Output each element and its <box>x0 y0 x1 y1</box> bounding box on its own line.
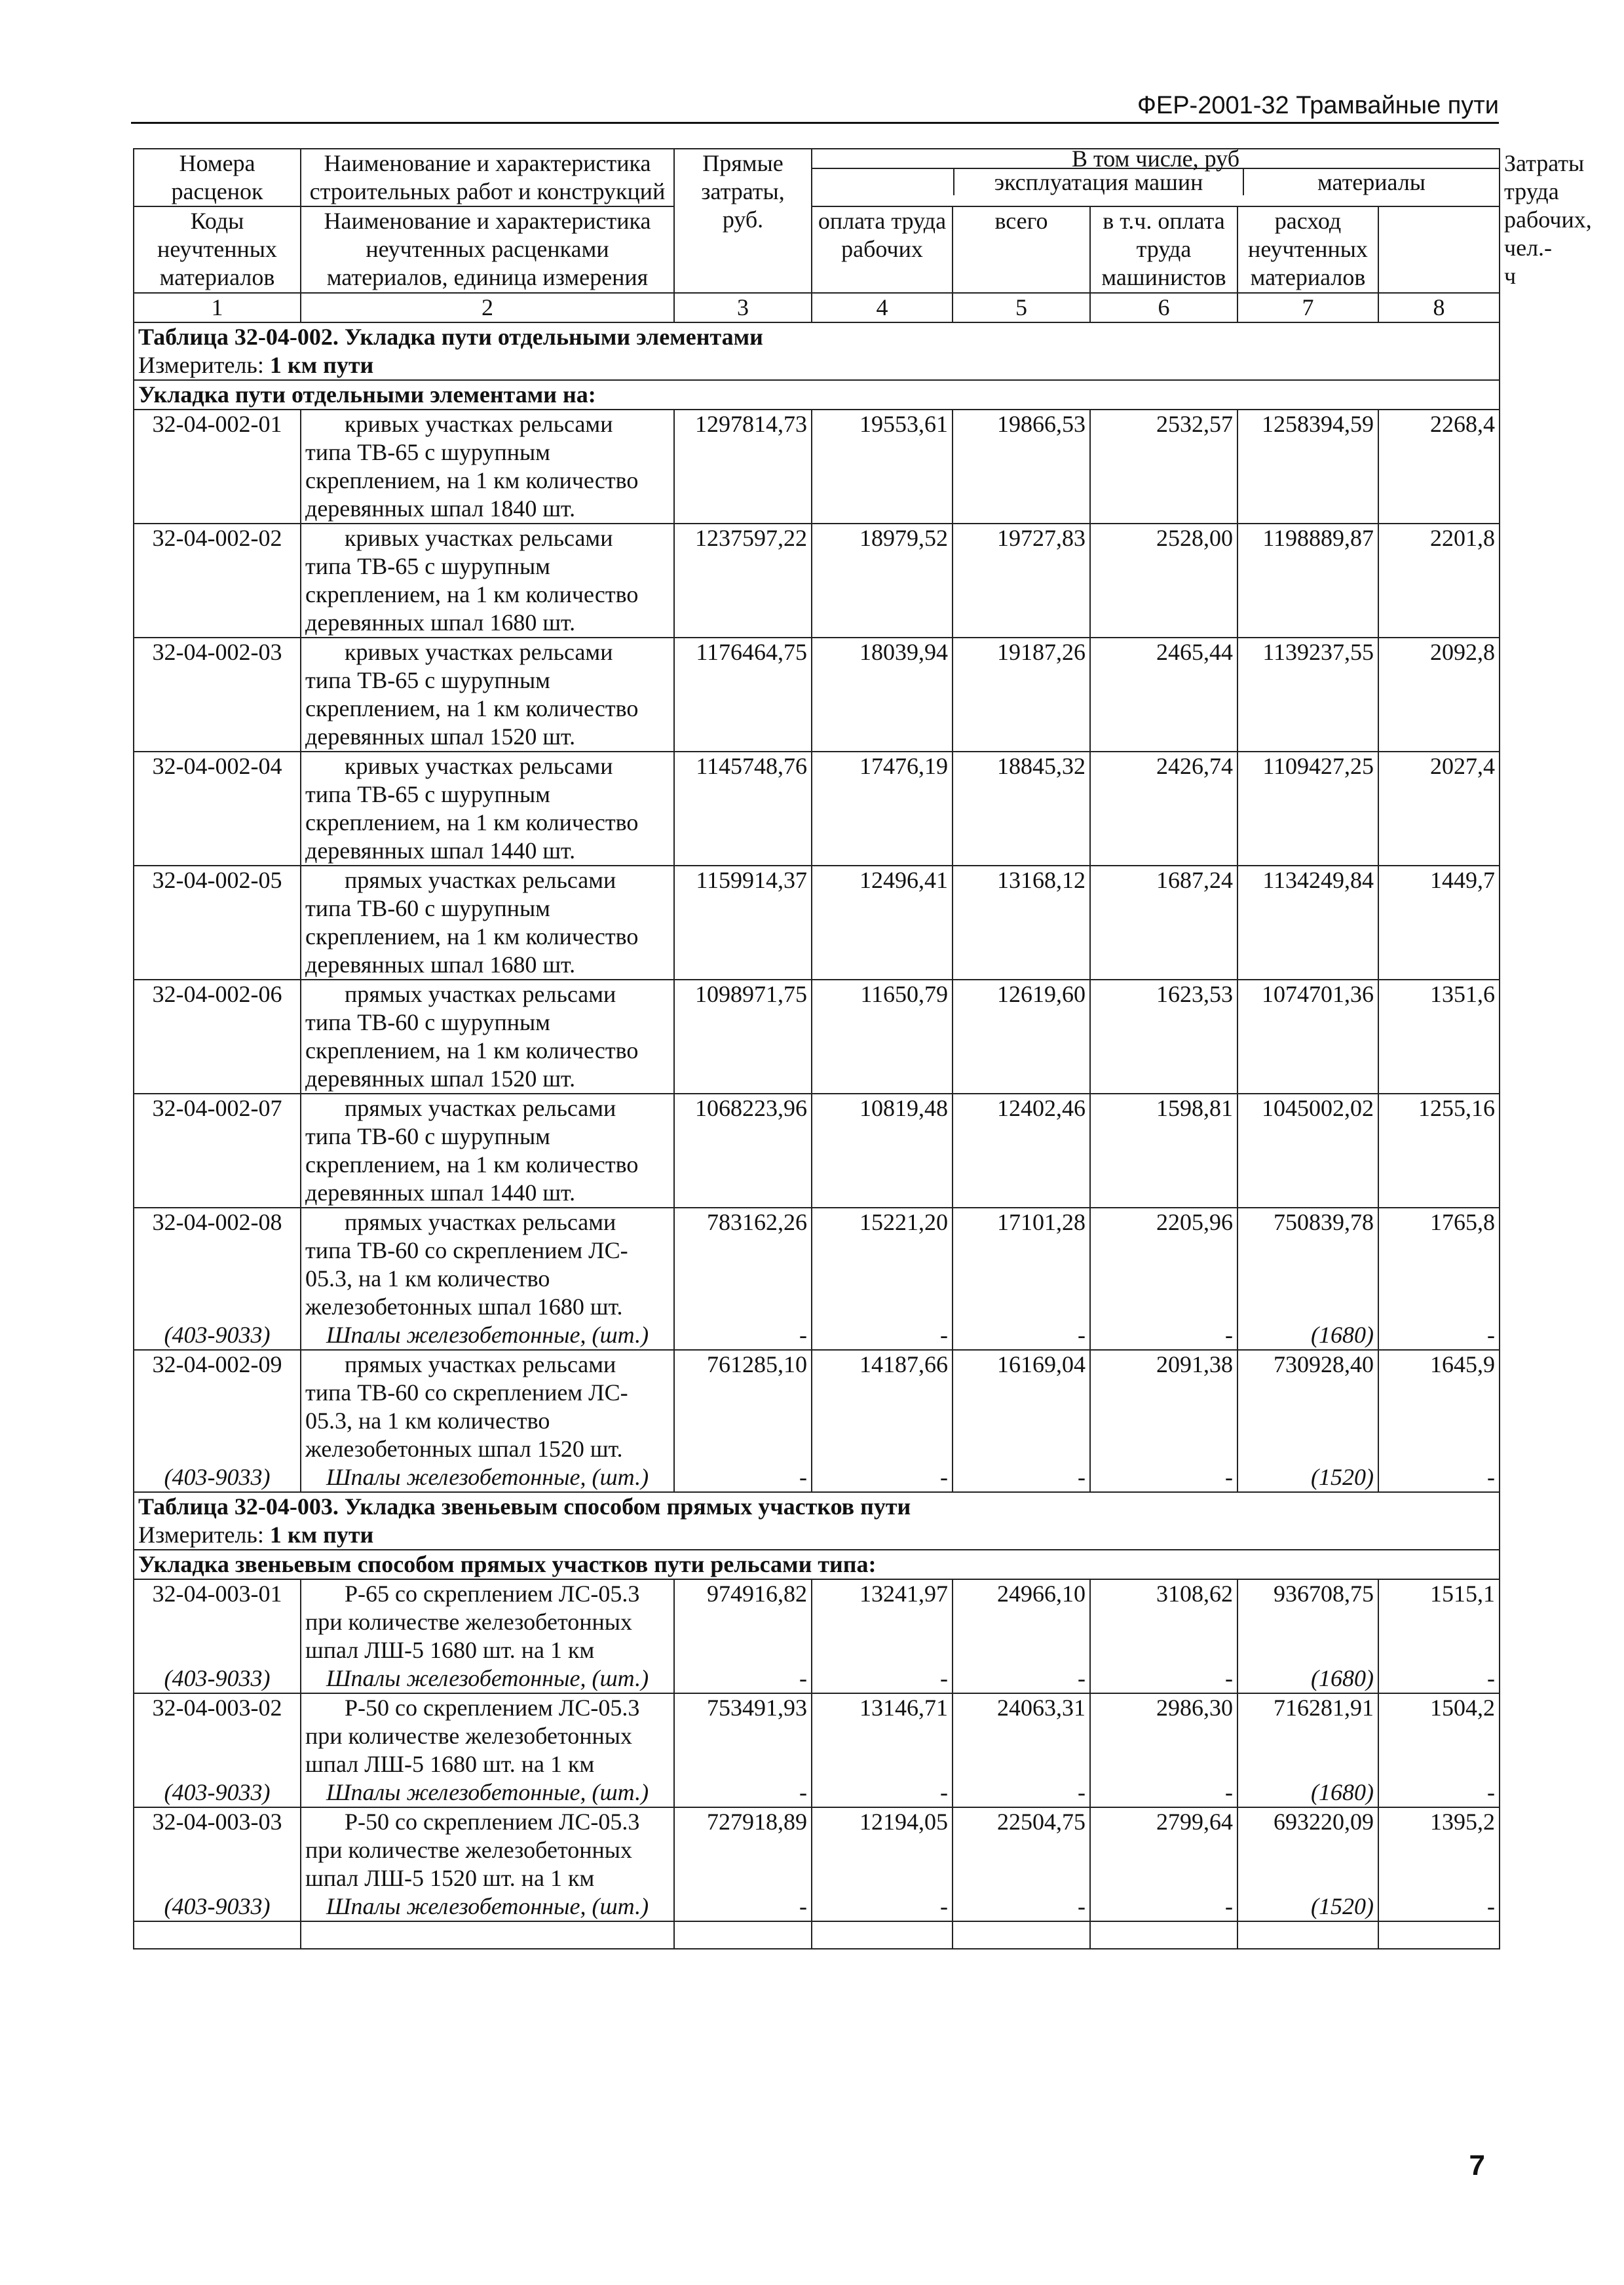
description-line: скреплением, на 1 км количество <box>305 809 639 835</box>
material-direct: - <box>674 1892 812 1921</box>
material-row <box>134 1892 1500 1921</box>
description-line: скреплением, на 1 км количество <box>305 581 639 607</box>
material-mach: - <box>953 1664 1090 1693</box>
empty-cell <box>1378 1921 1500 1949</box>
column-number: 5 <box>953 293 1090 322</box>
meter-row <box>134 351 1500 380</box>
machines-total: 19187,26 <box>953 638 1090 752</box>
direct-cost: 1098971,75 <box>674 980 812 1094</box>
running-head: ФЕР-2001-32 Трамвайные пути <box>131 92 1499 124</box>
material-mach-labor: - <box>1090 1892 1237 1921</box>
description-line: типа ТВ-60 с шурупным <box>305 1123 550 1149</box>
description-line: скреплением, на 1 км количество <box>305 1037 639 1064</box>
material-row <box>134 1664 1500 1693</box>
machines-total: 12619,60 <box>953 980 1090 1094</box>
material-code: (403-9033) <box>134 1778 301 1807</box>
description-line: 05.3, на 1 км количество <box>305 1408 550 1434</box>
price-row <box>134 1094 1500 1208</box>
column-number: 8 <box>1378 293 1500 322</box>
table-title-row <box>134 322 1500 351</box>
description-line: типа ТВ-60 со скреплением ЛС- <box>305 1379 628 1406</box>
header-col1-top: Номера расценок <box>134 149 301 206</box>
material-direct: - <box>674 1463 812 1492</box>
rate-code: 32-04-002-04 <box>134 752 301 866</box>
description-line: деревянных шпал 1440 шт. <box>305 837 576 864</box>
work-description <box>301 1807 674 1892</box>
labor-pay: 11650,79 <box>812 980 953 1094</box>
empty-cell <box>812 1921 953 1949</box>
material-labor: - <box>812 1321 953 1350</box>
materials-cost: 750839,78 <box>1237 1208 1378 1321</box>
material-mach-labor: - <box>1090 1321 1237 1350</box>
labor-hours: 1395,2 <box>1378 1807 1500 1892</box>
materials-cost: 1045002,02 <box>1237 1094 1378 1208</box>
labor-hours: 1765,8 <box>1378 1208 1500 1321</box>
material-mach-labor: - <box>1090 1664 1237 1693</box>
labor-pay: 10819,48 <box>812 1094 953 1208</box>
labor-hours: 2201,8 <box>1378 524 1500 638</box>
rate-code: 32-04-002-08 <box>134 1208 301 1321</box>
description-line: деревянных шпал 1520 шт. <box>305 1066 576 1092</box>
machines-total: 17101,28 <box>953 1208 1090 1321</box>
work-description <box>301 1693 674 1778</box>
price-row <box>134 1807 1500 1892</box>
material-code: (403-9033) <box>134 1664 301 1693</box>
header-materials-sub: расход неучтенных материалов <box>1237 206 1378 293</box>
rate-code: 32-04-003-03 <box>134 1807 301 1892</box>
direct-cost: 1145748,76 <box>674 752 812 866</box>
labor-pay: 17476,19 <box>812 752 953 866</box>
material-name: Шпалы железобетонные, (шт.) <box>301 1892 674 1921</box>
material-hours: - <box>1378 1321 1500 1350</box>
meter <box>134 1521 1500 1550</box>
price-table <box>133 145 1592 1949</box>
description-line: кривых участках рельсами <box>345 753 613 779</box>
page-number: 7 <box>1469 2149 1485 2181</box>
header-in-total-label: В том числе, руб <box>812 149 1499 169</box>
work-description <box>301 1579 674 1664</box>
machines-labor: 1687,24 <box>1090 866 1237 980</box>
work-description <box>301 1208 674 1321</box>
direct-cost: 1297814,73 <box>674 410 812 524</box>
direct-cost: 727918,89 <box>674 1807 812 1892</box>
direct-cost: 783162,26 <box>674 1208 812 1321</box>
direct-cost: 761285,10 <box>674 1350 812 1463</box>
machines-total: 22504,75 <box>953 1807 1090 1892</box>
labor-hours: 1515,1 <box>1378 1579 1500 1664</box>
price-row <box>134 410 1500 524</box>
group-label: Укладка звеньевым способом прямых участков пути рельсами типа: <box>134 1550 1500 1579</box>
price-row <box>134 524 1500 638</box>
description-line: деревянных шпал 1680 шт. <box>305 951 576 978</box>
description-line: деревянных шпал 1440 шт. <box>305 1180 576 1206</box>
material-mach: - <box>953 1778 1090 1807</box>
description-line: скреплением, на 1 км количество <box>305 923 639 950</box>
material-direct: - <box>674 1664 812 1693</box>
description-line: типа ТВ-65 с шурупным <box>305 553 550 579</box>
price-row <box>134 980 1500 1094</box>
work-description <box>301 752 674 866</box>
rate-code: 32-04-003-01 <box>134 1579 301 1664</box>
labor-pay: 12496,41 <box>812 866 953 980</box>
description-line: Р-50 со скреплением ЛС-05.3 <box>345 1809 640 1835</box>
material-labor: - <box>812 1778 953 1807</box>
table-end-spacer <box>134 1921 1500 1949</box>
price-row <box>134 752 1500 866</box>
machines-labor: 3108,62 <box>1090 1579 1237 1664</box>
header-labor-pay: оплата труда рабочих <box>812 206 953 293</box>
header-machines-labor: в т.ч. оплата труда машинистов <box>1090 206 1237 293</box>
column-number: 3 <box>674 293 812 322</box>
material-row <box>134 1321 1500 1350</box>
empty-cell <box>1090 1921 1237 1949</box>
labor-hours: 2027,4 <box>1378 752 1500 866</box>
header-col2-bottom: Наименование и характеристика неучтенных расценками материалов, единица измерения <box>301 206 674 293</box>
header-col1-bottom: Коды неучтенных материалов <box>134 206 301 293</box>
labor-pay: 18979,52 <box>812 524 953 638</box>
price-row <box>134 866 1500 980</box>
materials-cost: 716281,91 <box>1237 1693 1378 1778</box>
machines-total: 18845,32 <box>953 752 1090 866</box>
material-materials: (1680) <box>1237 1664 1378 1693</box>
column-number: 1 <box>134 293 301 322</box>
machines-total: 24966,10 <box>953 1579 1090 1664</box>
description-line: железобетонных шпал 1680 шт. <box>305 1294 623 1320</box>
meter <box>134 351 1500 380</box>
material-code: (403-9033) <box>134 1892 301 1921</box>
rate-code: 32-04-002-03 <box>134 638 301 752</box>
labor-hours: 1449,7 <box>1378 866 1500 980</box>
work-description <box>301 980 674 1094</box>
material-mach-labor: - <box>1090 1778 1237 1807</box>
group-label: Укладка пути отдельными элементами на: <box>134 380 1500 410</box>
material-hours: - <box>1378 1463 1500 1492</box>
direct-cost: 1068223,96 <box>674 1094 812 1208</box>
description-line: типа ТВ-60 с шурупным <box>305 1009 550 1035</box>
material-direct: - <box>674 1778 812 1807</box>
material-hours: - <box>1378 1664 1500 1693</box>
material-labor: - <box>812 1892 953 1921</box>
meter-value: 1 км пути <box>269 1522 374 1548</box>
description-line: скреплением, на 1 км количество <box>305 467 639 493</box>
description-line: скреплением, на 1 км количество <box>305 1151 639 1178</box>
labor-hours: 2268,4 <box>1378 410 1500 524</box>
material-materials: (1680) <box>1237 1778 1378 1807</box>
price-row <box>134 1579 1500 1664</box>
direct-cost: 1159914,37 <box>674 866 812 980</box>
table-title: Таблица 32-04-003. Укладка звеньевым способом прямых участков пути <box>134 1492 1500 1521</box>
material-hours: - <box>1378 1892 1500 1921</box>
labor-hours: 1504,2 <box>1378 1693 1500 1778</box>
direct-cost: 1237597,22 <box>674 524 812 638</box>
direct-cost: 974916,82 <box>674 1579 812 1664</box>
rate-code: 32-04-002-05 <box>134 866 301 980</box>
machines-labor: 1598,81 <box>1090 1094 1237 1208</box>
machines-labor: 2532,57 <box>1090 410 1237 524</box>
material-name: Шпалы железобетонные, (шт.) <box>301 1778 674 1807</box>
header-row: Номера расценок Наименование и характеристика строительных работ и конструкций Прямые затраты, руб. В том числе, руб эксплуатация машин материалы Затраты труда рабочих, чел.-ч <box>134 149 1500 206</box>
column-number: 2 <box>301 293 674 322</box>
header-machines-total: всего <box>953 206 1090 293</box>
machines-labor: 2091,38 <box>1090 1350 1237 1463</box>
material-name: Шпалы железобетонные, (шт.) <box>301 1664 674 1693</box>
header-materials: материалы <box>1317 169 1426 195</box>
group-row <box>134 1550 1500 1579</box>
description-line: при количестве железобетонных <box>305 1723 632 1749</box>
material-code: (403-9033) <box>134 1463 301 1492</box>
material-hours: - <box>1378 1778 1500 1807</box>
description-line: типа ТВ-60 с шурупным <box>305 895 550 921</box>
empty-cell <box>1237 1921 1378 1949</box>
column-number: 4 <box>812 293 953 322</box>
machines-labor: 1623,53 <box>1090 980 1237 1094</box>
meter-value: 1 км пути <box>269 352 374 378</box>
empty-cell <box>134 1921 301 1949</box>
labor-pay: 15221,20 <box>812 1208 953 1321</box>
material-mach-labor: - <box>1090 1463 1237 1492</box>
rate-code: 32-04-002-01 <box>134 410 301 524</box>
table-title: Таблица 32-04-002. Укладка пути отдельными элементами <box>134 322 1500 351</box>
machines-total: 12402,46 <box>953 1094 1090 1208</box>
price-row <box>134 638 1500 752</box>
description-line: шпал ЛШ-5 1520 шт. на 1 км <box>305 1865 595 1891</box>
header-machines: эксплуатация машин <box>954 169 1244 195</box>
machines-total: 24063,31 <box>953 1693 1090 1778</box>
machines-total: 13168,12 <box>953 866 1090 980</box>
labor-pay: 18039,94 <box>812 638 953 752</box>
labor-pay: 13241,97 <box>812 1579 953 1664</box>
material-row <box>134 1463 1500 1492</box>
materials-cost: 730928,40 <box>1237 1350 1378 1463</box>
machines-labor: 2465,44 <box>1090 638 1237 752</box>
work-description <box>301 638 674 752</box>
material-materials: (1520) <box>1237 1463 1378 1492</box>
header-in-total <box>812 145 1500 206</box>
material-direct: - <box>674 1321 812 1350</box>
material-name: Шпалы железобетонные, (шт.) <box>301 1463 674 1492</box>
material-code: (403-9033) <box>134 1321 301 1350</box>
price-row <box>134 1350 1500 1463</box>
material-mach: - <box>953 1892 1090 1921</box>
description-line: кривых участках рельсами <box>345 525 613 551</box>
work-description <box>301 1094 674 1208</box>
machines-total: 19727,83 <box>953 524 1090 638</box>
machines-total: 16169,04 <box>953 1350 1090 1463</box>
price-row <box>134 1208 1500 1321</box>
description-line: прямых участках рельсами <box>345 1095 616 1121</box>
group-row <box>134 380 1500 410</box>
material-row <box>134 1778 1500 1807</box>
description-line: шпал ЛШ-5 1680 шт. на 1 км <box>305 1751 595 1777</box>
description-line: кривых участках рельсами <box>345 411 613 437</box>
material-mach: - <box>953 1463 1090 1492</box>
labor-pay: 13146,71 <box>812 1693 953 1778</box>
empty-cell <box>674 1921 812 1949</box>
machines-labor: 2528,00 <box>1090 524 1237 638</box>
description-line: деревянных шпал 1520 шт. <box>305 723 576 750</box>
header-col3: Прямые затраты, руб. <box>674 149 812 293</box>
rate-code: 32-04-002-06 <box>134 980 301 1094</box>
rate-code: 32-04-002-09 <box>134 1350 301 1463</box>
material-name: Шпалы железобетонные, (шт.) <box>301 1321 674 1350</box>
materials-cost: 693220,09 <box>1237 1807 1378 1892</box>
machines-total: 19866,53 <box>953 410 1090 524</box>
materials-cost: 1074701,36 <box>1237 980 1378 1094</box>
machines-labor: 2426,74 <box>1090 752 1237 866</box>
description-line: типа ТВ-60 со скреплением ЛС- <box>305 1237 628 1263</box>
meter-row <box>134 1521 1500 1550</box>
material-labor: - <box>812 1664 953 1693</box>
materials-cost: 936708,75 <box>1237 1579 1378 1664</box>
description-line: при количестве железобетонных <box>305 1837 632 1863</box>
labor-pay: 12194,05 <box>812 1807 953 1892</box>
column-number: 6 <box>1090 293 1237 322</box>
empty-cell <box>301 1921 674 1949</box>
work-description <box>301 866 674 980</box>
description-line: Р-50 со скреплением ЛС-05.3 <box>345 1695 640 1721</box>
description-line: 05.3, на 1 км количество <box>305 1265 550 1292</box>
labor-hours: 1351,6 <box>1378 980 1500 1094</box>
machines-labor: 2986,30 <box>1090 1693 1237 1778</box>
description-line: прямых участках рельсами <box>345 981 616 1007</box>
table-title-row <box>134 1492 1500 1521</box>
meter-label: Измеритель: <box>138 352 264 378</box>
materials-cost: 1134249,84 <box>1237 866 1378 980</box>
description-line: шпал ЛШ-5 1680 шт. на 1 км <box>305 1637 595 1663</box>
rate-code: 32-04-002-02 <box>134 524 301 638</box>
description-line: прямых участках рельсами <box>345 1351 616 1377</box>
labor-pay: 14187,66 <box>812 1350 953 1463</box>
description-line: Р-65 со скреплением ЛС-05.3 <box>345 1581 640 1607</box>
labor-hours: 1255,16 <box>1378 1094 1500 1208</box>
machines-labor: 2205,96 <box>1090 1208 1237 1321</box>
description-line: типа ТВ-65 с шурупным <box>305 667 550 693</box>
materials-cost: 1109427,25 <box>1237 752 1378 866</box>
description-line: прямых участках рельсами <box>345 867 616 893</box>
column-number: 7 <box>1237 293 1378 322</box>
material-materials: (1680) <box>1237 1321 1378 1350</box>
description-line: деревянных шпал 1680 шт. <box>305 609 576 636</box>
price-row <box>134 1693 1500 1778</box>
description-line: скреплением, на 1 км количество <box>305 695 639 721</box>
description-line: железобетонных шпал 1520 шт. <box>305 1436 623 1462</box>
header-col2-top: Наименование и характеристика строительных работ и конструкций <box>301 149 674 206</box>
material-materials: (1520) <box>1237 1892 1378 1921</box>
work-description <box>301 410 674 524</box>
direct-cost: 753491,93 <box>674 1693 812 1778</box>
materials-cost: 1258394,59 <box>1237 410 1378 524</box>
material-labor: - <box>812 1463 953 1492</box>
materials-cost: 1198889,87 <box>1237 524 1378 638</box>
description-line: кривых участках рельсами <box>345 639 613 665</box>
materials-cost: 1139237,55 <box>1237 638 1378 752</box>
description-line: деревянных шпал 1840 шт. <box>305 495 576 522</box>
empty-cell <box>953 1921 1090 1949</box>
labor-pay: 19553,61 <box>812 410 953 524</box>
work-description <box>301 1350 674 1463</box>
rate-code: 32-04-003-02 <box>134 1693 301 1778</box>
description-line: типа ТВ-65 с шурупным <box>305 439 550 465</box>
description-line: при количестве железобетонных <box>305 1609 632 1635</box>
material-mach: - <box>953 1321 1090 1350</box>
work-description <box>301 524 674 638</box>
column-numbers-row <box>134 293 1500 322</box>
description-line: прямых участках рельсами <box>345 1209 616 1235</box>
rate-code: 32-04-002-07 <box>134 1094 301 1208</box>
labor-hours: 2092,8 <box>1378 638 1500 752</box>
machines-labor: 2799,64 <box>1090 1807 1237 1892</box>
meter-label: Измеритель: <box>138 1522 264 1548</box>
direct-cost: 1176464,75 <box>674 638 812 752</box>
labor-hours: 1645,9 <box>1378 1350 1500 1463</box>
description-line: типа ТВ-65 с шурупным <box>305 781 550 807</box>
